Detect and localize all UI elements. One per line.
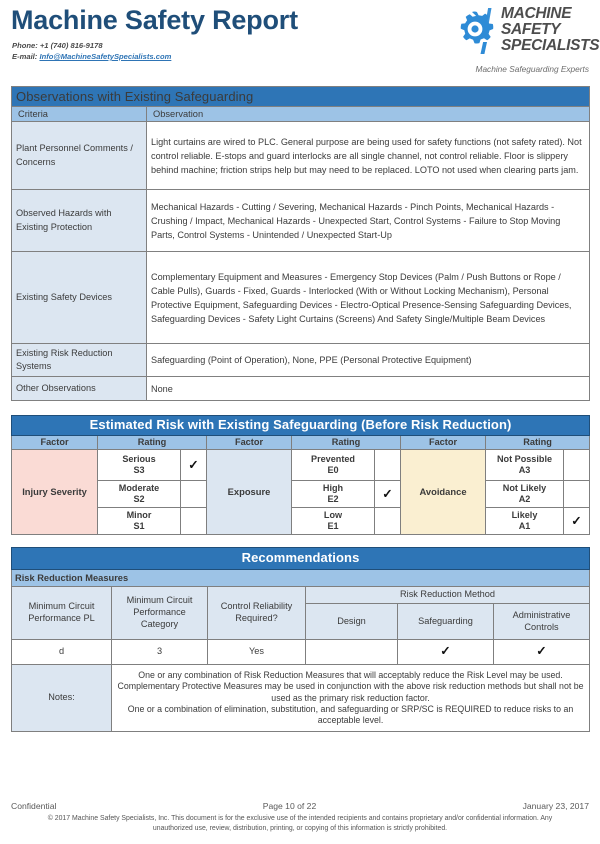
col-header-safeguarding: Safeguarding (398, 604, 494, 640)
notes-body (112, 665, 590, 732)
logo-line-3: SPECIALISTS (501, 36, 600, 54)
observations-table (11, 86, 590, 401)
notes-paragraph-1: One or any combination of Risk Reduction Measures that will acceptably reduce the Risk Level may be used. Complementary Protective Measures may be used in conjunction with the above risk reduction methods but shall not be used as the primary risk reduction factor. (117, 669, 584, 703)
table-row (12, 252, 590, 344)
table-row (12, 377, 590, 401)
table-row (12, 122, 590, 190)
checkbox-severity-serious[interactable] (181, 450, 207, 481)
rating-exposure-prevented (292, 450, 375, 481)
value-control-reliability: Yes (208, 640, 306, 665)
check-icon: ✓ (571, 513, 582, 528)
criteria-plant-personnel: Plant Personnel Comments / Concerns (12, 122, 147, 190)
rating-severity-serious (98, 450, 181, 481)
logo-line-2: SAFETY (501, 20, 561, 38)
col-header-observation: Observation (147, 107, 590, 122)
recommendations-subtitle (12, 570, 590, 587)
footer-legal-notice: © 2017 Machine Safety Specialists, Inc. This document is for the exclusive use of the intended recipients and contains proprietary and/or confidential information. Any unauthorized use, review, distribution, printing, or copying of this information is strictly prohibited. (47, 815, 553, 832)
recommendations-title-text: Recommendations (12, 548, 590, 570)
rating-avoidance-not-likely (486, 481, 564, 508)
checkbox-avoidance-not-possible[interactable] (564, 450, 590, 481)
phone-line (12, 41, 103, 50)
rating-exposure-high (292, 481, 375, 508)
rating-exposure-low (292, 508, 375, 535)
checkbox-severity-moderate[interactable] (181, 481, 207, 508)
checkbox-severity-minor[interactable] (181, 508, 207, 535)
criteria-other-observations: Other Observations (12, 377, 147, 401)
logo-line-1: MACHINE (501, 5, 572, 22)
col-header-design: Design (306, 604, 398, 640)
value-min-circuit-pl: d (12, 640, 112, 665)
footer-date: January 23, 2017 (522, 801, 589, 811)
observation-plant-personnel: Light curtains are wired to PLC. General purpose are being used for safety functions (not safety rated). Not control reliable. E-stops and guard interlocks are all single channel, not control reliable. Floor is slippery behind machine; friction strips help but may need to be replaced. LOTO not used when clearing parts jam. (147, 122, 590, 190)
check-icon: ✓ (440, 644, 451, 659)
risk-matrix-table (11, 415, 590, 535)
checkbox-avoidance-likely[interactable] (564, 508, 590, 535)
recommendations-header-row-1 (12, 587, 590, 604)
rating-code: A2 (518, 494, 531, 505)
rating-label: Likely (511, 509, 538, 520)
rating-label: Not Likely (502, 482, 547, 493)
recommendations-band-title (12, 548, 590, 570)
rating-label: High (322, 482, 344, 493)
table-row (12, 344, 590, 377)
rating-code: S3 (133, 465, 145, 476)
rating-label: Prevented (311, 453, 355, 464)
risk-title-text: Estimated Risk with Existing Safeguarding (Before Risk Reduction) (12, 416, 590, 436)
factor-injury-severity: Injury Severity (12, 450, 98, 535)
risk-row-2 (12, 481, 590, 508)
col-header-rating-avoidance: Rating (486, 435, 590, 450)
risk-section (11, 415, 589, 535)
value-min-circuit-category: 3 (112, 640, 208, 665)
criteria-observed-hazards: Observed Hazards with Existing Protection (12, 190, 147, 252)
check-icon: ✓ (188, 457, 199, 472)
table-row (12, 190, 590, 252)
footer-confidential: Confidential (11, 801, 57, 811)
check-icon: ✓ (382, 486, 393, 501)
criteria-existing-risk-reduction: Existing Risk Reduction Systems (12, 344, 147, 377)
checkbox-method-administrative[interactable] (494, 640, 590, 665)
col-header-rating-exposure: Rating (292, 435, 401, 450)
email-label: E-mail: (12, 52, 38, 61)
recommendations-notes-row (12, 665, 590, 732)
col-header-criteria: Criteria (12, 107, 147, 122)
observations-title-text: Observations with Existing Safeguarding (12, 87, 590, 107)
checkbox-avoidance-not-likely[interactable] (564, 481, 590, 508)
rating-code: S2 (133, 494, 145, 505)
logo-tagline: Machine Safeguarding Experts (475, 64, 589, 74)
footer-meta-row (11, 801, 589, 811)
observation-other-observations: None (147, 377, 590, 401)
observation-existing-safety-devices: Complementary Equipment and Measures - Emergency Stop Devices (Palm / Push Buttons or Rope / Cable Pulls), Guards - Fixed, Guards - Interlocked (With or Without Locking Mechanism), Personal Protective Equipment, Safeguarding Devices - Electro-Optical Presence-Sensing Safeguarding Devices, Safeguarding Devices - Safety Light Curtains (Screens) And Safety Single/Multiple Beam Devices (147, 252, 590, 344)
factor-avoidance: Avoidance (401, 450, 486, 535)
col-header-factor-severity: Factor (12, 435, 98, 450)
rating-code: E0 (327, 465, 339, 476)
email-link[interactable]: Info@MachineSafetySpecialists.com (39, 52, 172, 61)
rating-label: Not Possible (496, 453, 553, 464)
risk-band-title (12, 416, 590, 436)
checkbox-method-safeguarding[interactable] (398, 640, 494, 665)
company-logo (451, 4, 600, 80)
col-header-factor-exposure: Factor (207, 435, 292, 450)
rating-code: A1 (518, 521, 531, 532)
risk-column-headers (12, 435, 590, 450)
email-line (12, 52, 171, 61)
notes-label: Notes: (12, 665, 112, 732)
observations-section (11, 86, 589, 401)
col-header-risk-reduction-method: Risk Reduction Method (306, 587, 590, 604)
page-header (11, 0, 600, 86)
observation-observed-hazards: Mechanical Hazards - Cutting / Severing, Mechanical Hazards - Pinch Points, Mechanical Hazards - Crushing / Impact, Mechanical Hazards - Unexpected Start, Control Systems - Failure to Stop Moving Parts, Control Systems - Unintended / Unexpected Start-Up (147, 190, 590, 252)
recommendations-value-row (12, 640, 590, 665)
phone-label: Phone: (12, 41, 38, 50)
recommendations-section (11, 547, 589, 732)
notes-paragraph-2: One or a combination of elimination, substitution, and safeguarding or SRP/SC is REQUIRED to reduce risks to an acceptable level. (127, 704, 574, 726)
page-title: Machine Safety Report (11, 5, 298, 35)
checkbox-exposure-prevented[interactable] (375, 450, 401, 481)
rating-label: Serious (122, 453, 156, 464)
col-header-min-circuit-pl: Minimum Circuit Performance PL (12, 587, 112, 640)
footer-page-number: Page 10 of 22 (262, 801, 317, 811)
rating-code: E1 (327, 521, 339, 532)
checkbox-exposure-low[interactable] (375, 508, 401, 535)
rating-severity-moderate (98, 481, 181, 508)
observation-existing-risk-reduction: Safeguarding (Point of Operation), None, PPE (Personal Protective Equipment) (147, 344, 590, 377)
risk-row-1 (12, 450, 590, 481)
rating-code: A3 (518, 465, 531, 476)
rating-avoidance-not-possible (486, 450, 564, 481)
recommendations-table (11, 547, 590, 732)
observations-column-headers (12, 107, 590, 122)
recommendations-subtitle-text: Risk Reduction Measures (12, 570, 590, 587)
col-header-administrative-controls: Administrative Controls (494, 604, 590, 640)
factor-exposure: Exposure (207, 450, 292, 535)
gear-icon (454, 8, 500, 58)
check-icon: ✓ (536, 644, 547, 659)
col-header-min-circuit-category: Minimum Circuit Performance Category (112, 587, 208, 640)
rating-code: E2 (327, 494, 339, 505)
checkbox-exposure-high[interactable] (375, 481, 401, 508)
rating-severity-minor (98, 508, 181, 535)
risk-row-3 (12, 508, 590, 535)
page-footer (11, 801, 589, 834)
logo-wordmark (501, 6, 599, 53)
criteria-existing-safety-devices: Existing Safety Devices (12, 252, 147, 344)
col-header-control-reliability: Control Reliability Required? (208, 587, 306, 640)
rating-label: Low (323, 509, 343, 520)
observations-band-title (12, 87, 590, 107)
rating-avoidance-likely (486, 508, 564, 535)
checkbox-method-design[interactable] (306, 640, 398, 665)
rating-label: Moderate (118, 482, 160, 493)
col-header-rating-severity: Rating (98, 435, 207, 450)
col-header-factor-avoidance: Factor (401, 435, 486, 450)
rating-code: S1 (133, 521, 145, 532)
rating-label: Minor (126, 509, 152, 520)
phone-value: +1 (740) 816-9178 (39, 41, 103, 50)
